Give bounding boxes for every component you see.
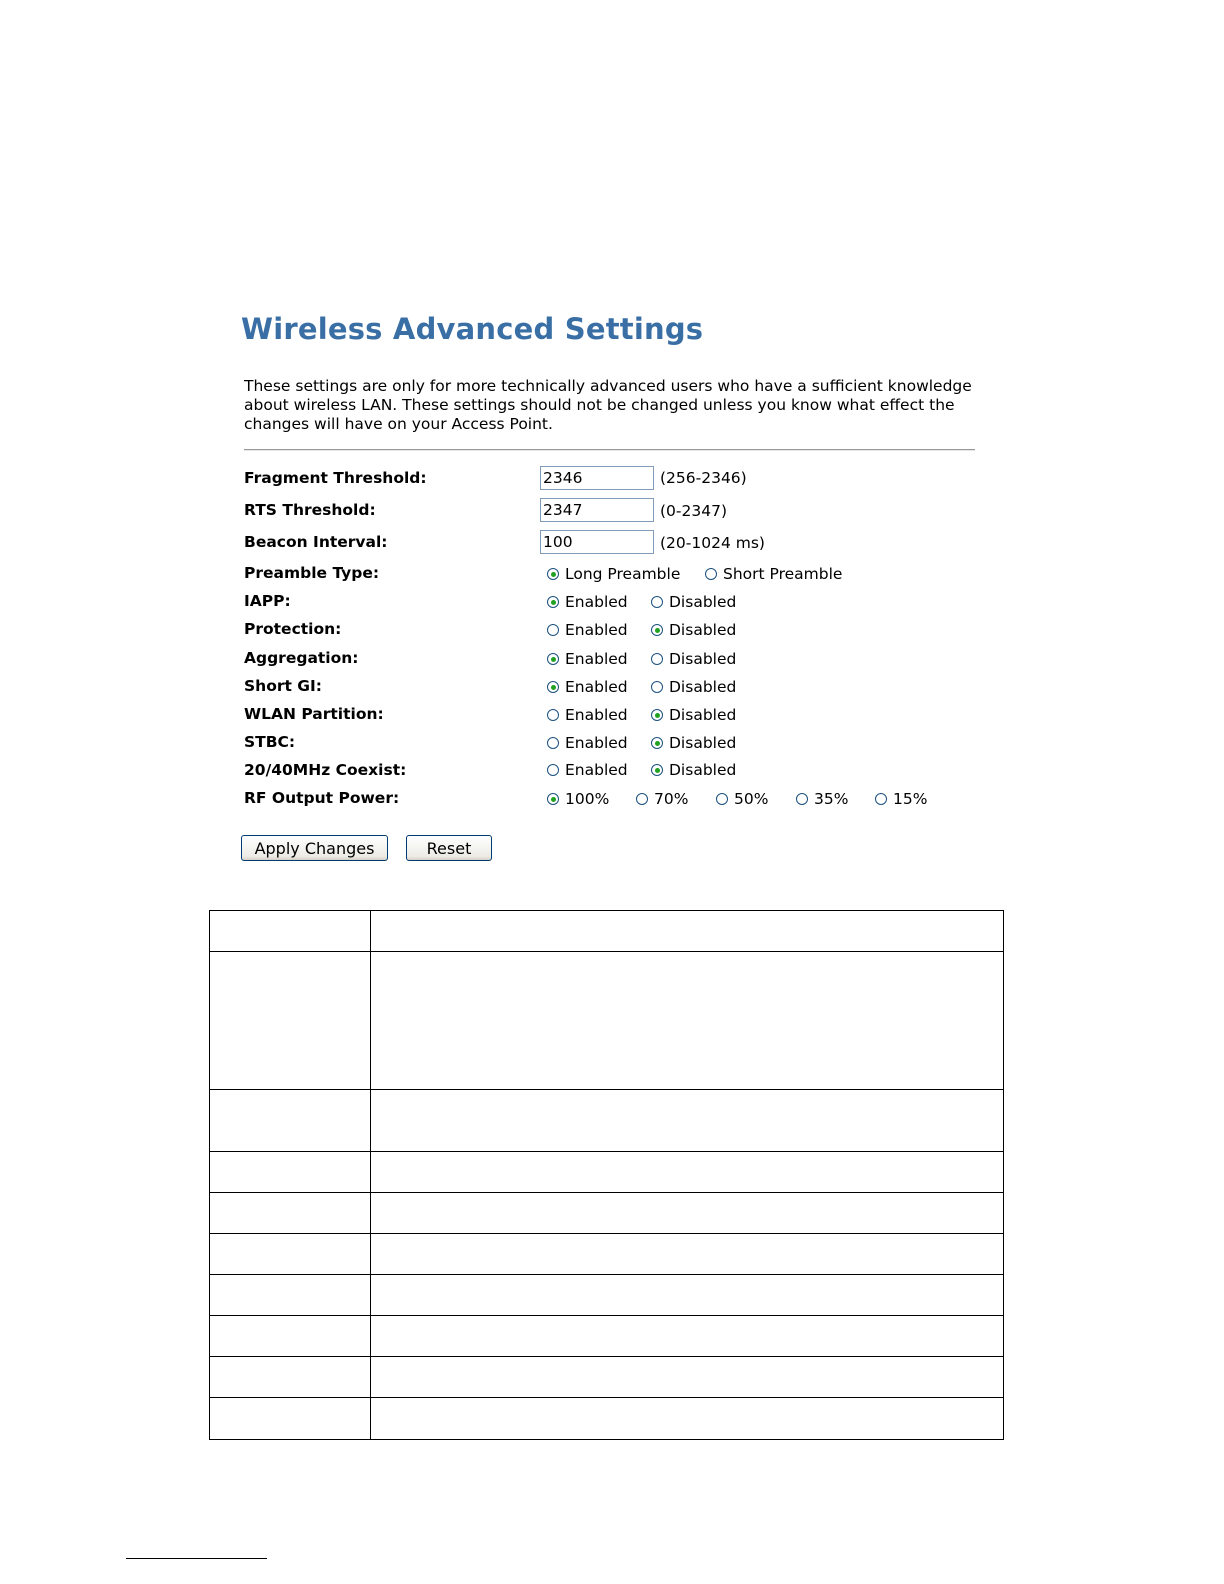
radio-label: Disabled (669, 621, 737, 639)
wlan-partition-disabled-radio[interactable] (651, 706, 736, 724)
radio-unchecked-icon (651, 653, 663, 665)
rts-threshold-input[interactable] (540, 498, 654, 522)
beacon-interval-hint: (20-1024 ms) (660, 534, 765, 552)
radio-label: Enabled (565, 706, 628, 724)
radio-label: Enabled (565, 761, 628, 779)
radio-label: 50% (734, 790, 769, 808)
radio-unchecked-icon (651, 681, 663, 693)
short-gi-enabled-radio[interactable] (547, 678, 628, 696)
table-cell (371, 1152, 1004, 1193)
page-title: Wireless Advanced Settings (241, 312, 704, 346)
radio-label: Disabled (669, 678, 737, 696)
radio-label: 100% (565, 790, 610, 808)
radio-label: Enabled (565, 678, 628, 696)
coexist-disabled-radio[interactable] (651, 761, 736, 779)
table-row (210, 1152, 1004, 1193)
rf-power-100-radio[interactable] (547, 790, 609, 808)
apply-changes-button[interactable]: Apply Changes (241, 835, 388, 861)
table-row (210, 1357, 1004, 1398)
radio-checked-icon (547, 681, 559, 693)
radio-checked-icon (651, 737, 663, 749)
radio-unchecked-icon (875, 793, 887, 805)
protection-label: Protection: (244, 620, 342, 638)
radio-label: Enabled (565, 621, 628, 639)
radio-label: Disabled (669, 706, 737, 724)
radio-checked-icon (651, 709, 663, 721)
aggregation-disabled-radio[interactable] (651, 650, 736, 668)
stbc-disabled-radio[interactable] (651, 734, 736, 752)
table-row (210, 1193, 1004, 1234)
radio-label: 70% (654, 790, 689, 808)
radio-label: 15% (893, 790, 928, 808)
radio-label: Enabled (565, 650, 628, 668)
table-cell (371, 1316, 1004, 1357)
coexist-enabled-radio[interactable] (547, 761, 628, 779)
table-row (210, 1234, 1004, 1275)
protection-disabled-radio[interactable] (651, 621, 736, 639)
aggregation-label: Aggregation: (244, 649, 359, 667)
radio-label: Long Preamble (565, 565, 681, 583)
table-row (210, 1275, 1004, 1316)
table-cell (371, 952, 1004, 1090)
fragment-threshold-hint: (256-2346) (660, 469, 747, 487)
beacon-interval-input[interactable] (540, 530, 654, 554)
aggregation-enabled-radio[interactable] (547, 650, 628, 668)
radio-unchecked-icon (547, 737, 559, 749)
table-cell (371, 911, 1004, 952)
rts-threshold-hint: (0-2347) (660, 502, 727, 520)
rf-power-50-radio[interactable] (716, 790, 768, 808)
rf-power-15-radio[interactable] (875, 790, 927, 808)
table-cell (210, 952, 371, 1090)
radio-checked-icon (547, 596, 559, 608)
radio-unchecked-icon (716, 793, 728, 805)
radio-checked-icon (547, 568, 559, 580)
table-cell (210, 1090, 371, 1152)
table-cell (371, 1357, 1004, 1398)
stbc-enabled-radio[interactable] (547, 734, 628, 752)
reset-button[interactable]: Reset (406, 835, 492, 861)
table-cell (371, 1275, 1004, 1316)
radio-unchecked-icon (651, 596, 663, 608)
table-row (210, 1316, 1004, 1357)
fragment-threshold-label: Fragment Threshold: (244, 469, 427, 487)
table-cell (210, 1152, 371, 1193)
table-cell (210, 1275, 371, 1316)
table-cell (371, 1398, 1004, 1440)
radio-label: Short Preamble (723, 565, 843, 583)
table-cell (371, 1090, 1004, 1152)
radio-label: Disabled (669, 734, 737, 752)
radio-unchecked-icon (796, 793, 808, 805)
iapp-disabled-radio[interactable] (651, 593, 736, 611)
rts-threshold-label: RTS Threshold: (244, 501, 376, 519)
page-description: These settings are only for more technically advanced users who have a sufficient knowledge about wireless LAN. These settings should not be changed unless you know what effect the changes will have on your Access Point. (244, 377, 972, 433)
rf-output-power-label: RF Output Power: (244, 789, 400, 807)
table-cell (210, 1398, 371, 1440)
table-row (210, 1398, 1004, 1440)
beacon-interval-label: Beacon Interval: (244, 533, 388, 551)
table-cell (371, 1193, 1004, 1234)
radio-label: Enabled (565, 593, 628, 611)
radio-checked-icon (651, 624, 663, 636)
preamble-short-radio[interactable] (705, 565, 842, 583)
table-row (210, 952, 1004, 1090)
preamble-long-radio[interactable] (547, 565, 680, 583)
wlan-partition-enabled-radio[interactable] (547, 706, 628, 724)
radio-unchecked-icon (705, 568, 717, 580)
rf-power-70-radio[interactable] (636, 790, 688, 808)
iapp-enabled-radio[interactable] (547, 593, 628, 611)
stbc-label: STBC: (244, 733, 296, 751)
short-gi-disabled-radio[interactable] (651, 678, 736, 696)
divider (244, 449, 975, 451)
radio-label: Disabled (669, 761, 737, 779)
radio-unchecked-icon (636, 793, 648, 805)
radio-label: 35% (814, 790, 849, 808)
radio-unchecked-icon (547, 624, 559, 636)
radio-label: Disabled (669, 593, 737, 611)
table-cell (210, 911, 371, 952)
radio-label: Disabled (669, 650, 737, 668)
table-cell (371, 1234, 1004, 1275)
preamble-type-label: Preamble Type: (244, 564, 380, 582)
wlan-partition-label: WLAN Partition: (244, 705, 384, 723)
table-cell (210, 1316, 371, 1357)
protection-enabled-radio[interactable] (547, 621, 628, 639)
iapp-label: IAPP: (244, 592, 291, 610)
fragment-threshold-input[interactable] (540, 466, 654, 490)
footnote-separator (126, 1558, 267, 1559)
table-cell (210, 1193, 371, 1234)
table-cell (210, 1234, 371, 1275)
radio-checked-icon (651, 764, 663, 776)
table-row (210, 911, 1004, 952)
description-table (209, 910, 1004, 1440)
radio-checked-icon (547, 653, 559, 665)
radio-unchecked-icon (547, 709, 559, 721)
radio-unchecked-icon (547, 764, 559, 776)
table-cell (210, 1357, 371, 1398)
short-gi-label: Short GI: (244, 677, 322, 695)
coexist-label: 20/40MHz Coexist: (244, 761, 407, 779)
rf-power-35-radio[interactable] (796, 790, 848, 808)
radio-checked-icon (547, 793, 559, 805)
table-row (210, 1090, 1004, 1152)
radio-label: Enabled (565, 734, 628, 752)
